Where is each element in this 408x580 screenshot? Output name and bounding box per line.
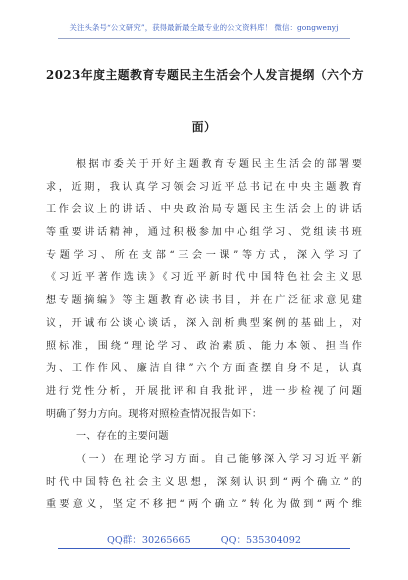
- footer-contact: [0, 532, 408, 546]
- footer-qq-group: QQ群：30265665: [106, 535, 191, 546]
- body-line: （一）在理论学习方面。自己能够深入学习习近平新: [76, 453, 362, 465]
- body-line: 为、工作作风、廉洁自律”六个方面查摆自身不足，认真: [46, 363, 362, 375]
- body-line: 工作会议上的讲话、中央政治局专题民主生活会上的讲话: [46, 204, 362, 216]
- header-banner: 关注头条号“公文研究”，获得最新最全最专业的公文资料库！ 微信：gongwenyj: [69, 23, 339, 32]
- body-line: 求，近期，我认真学习领会习近平总书记在中央主题教育: [46, 181, 362, 193]
- footer-qq: QQ：535304092: [220, 535, 301, 546]
- footer-divider: [58, 548, 350, 549]
- body-line: 《习近平著作选读》《习近平新时代中国特色社会主义思: [46, 272, 362, 284]
- body-line: 议，开诚布公谈心谈话，深入剖析典型案例的基础上，对: [46, 317, 362, 329]
- body-line: 明确了努力方向。现将对照检查情况报告如下：: [46, 408, 263, 420]
- document-title-line2: 面）: [191, 120, 217, 134]
- body-line: 时代中国特色社会主义思想，深刻认识到“两个确立”的: [46, 476, 362, 488]
- body-line: 等重要讲话精神，通过积极参加中心组学习、党组读书班: [46, 227, 362, 239]
- body-line: 重要意义，坚定不移把“两个确立”转化为做到“两个维: [46, 499, 362, 511]
- body-line: 进行党性分析，开展批评和自我批评，进一步检视了问题: [46, 385, 362, 397]
- header-divider: [58, 38, 350, 39]
- document-title-line1: 2023年度主题教育专题民主生活会个人发言提纲（六个方: [46, 68, 364, 82]
- section-heading: 一、存在的主要问题: [76, 431, 169, 443]
- body-line: 专题学习、所在支部“三会一课”等方式，深入学习了: [46, 249, 362, 261]
- document-body: [46, 154, 362, 517]
- body-line: 根据市委关于开好主题教育专题民主生活会的部署要: [76, 159, 362, 170]
- body-line: 想专题摘编》等主题教育必读书目，并在广泛征求意见建: [46, 295, 362, 307]
- body-line: 照标准，围绕“理论学习、政治素质、能力本领、担当作: [46, 340, 362, 352]
